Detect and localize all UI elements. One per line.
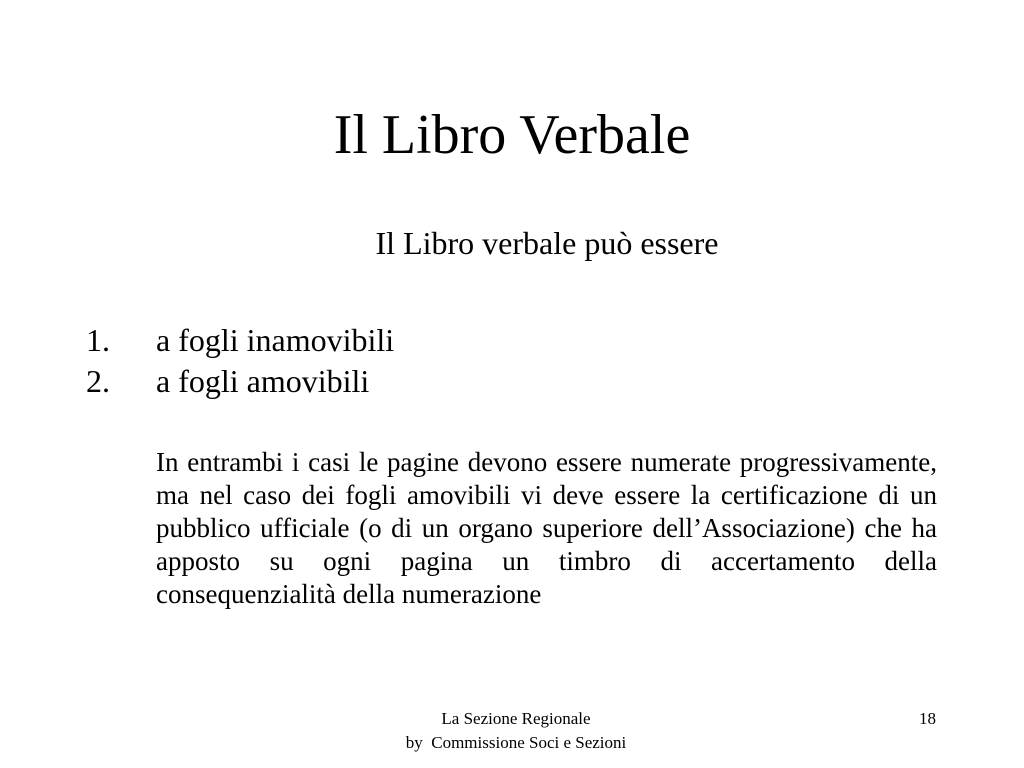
list-item-number: 2.	[86, 363, 110, 399]
page-number: 18	[919, 709, 936, 728]
list-item	[86, 361, 946, 402]
list-item-text: a fogli amovibili	[156, 363, 370, 399]
list-item-number: 1.	[86, 322, 110, 358]
numbered-list	[86, 320, 946, 402]
body-paragraph: In entrambi i casi le pagine devono essere numerate progressivamente, ma nel caso dei fogli amovibili vi deve essere la certificazione di un pubblico ufficiale (o di un organo superiore dell’Associazione) che ha apposto su ogni pagina un timbro di accertamento della consequenzialità della numerazione	[156, 447, 937, 609]
slide-title: Il Libro Verbale	[333, 104, 691, 166]
slide-subtitle: Il Libro verbale può essere	[375, 225, 719, 261]
list-item-text: a fogli inamovibili	[156, 322, 395, 358]
footer-line-2: by Commissione Soci e Sezioni	[405, 733, 627, 752]
list-item	[86, 320, 946, 361]
footer-line-1: La Sezione Regionale	[441, 709, 591, 728]
footer	[356, 707, 676, 755]
